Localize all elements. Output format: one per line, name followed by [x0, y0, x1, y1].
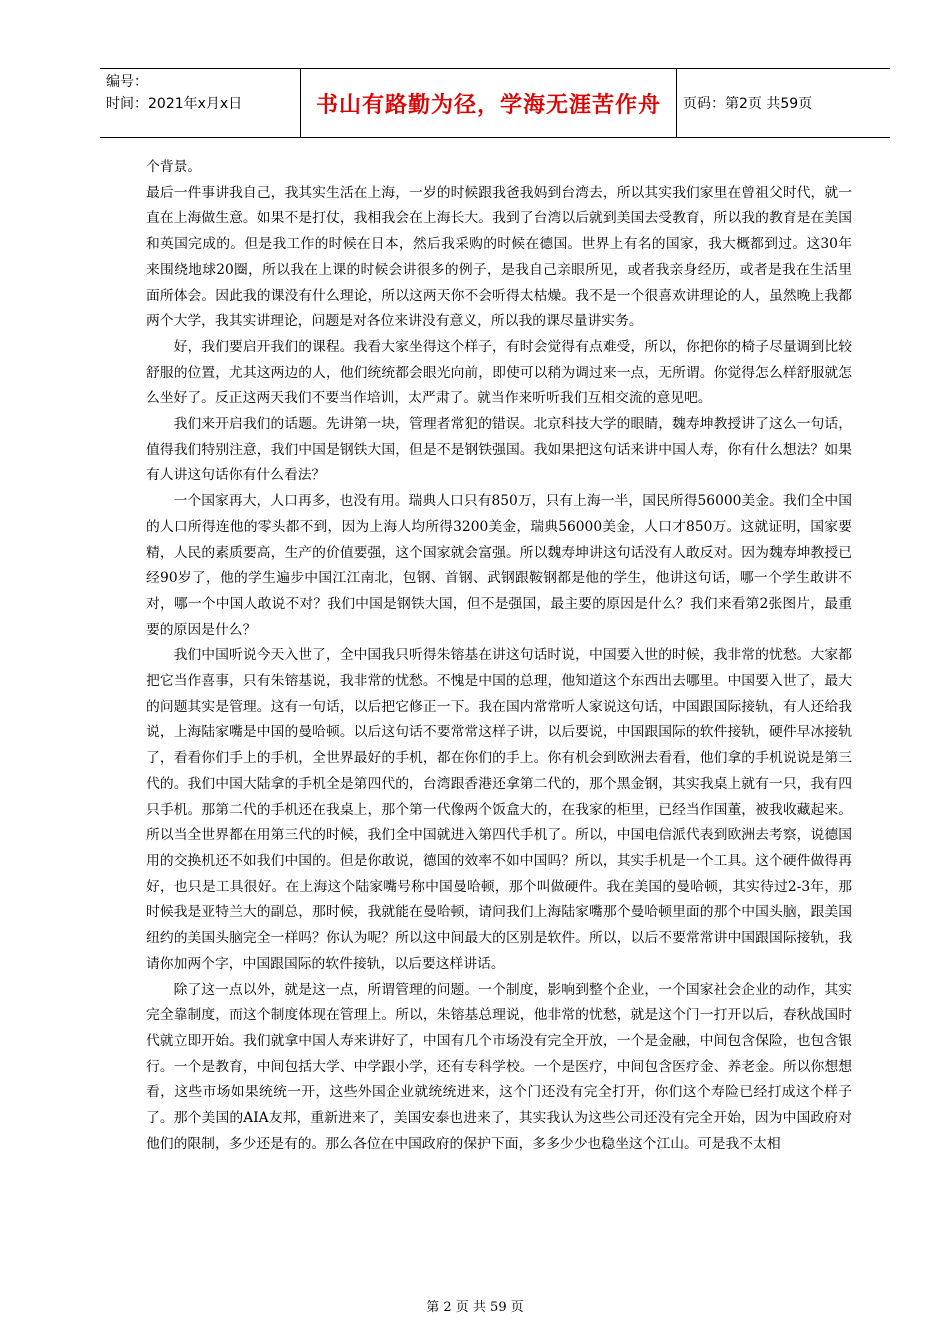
paragraph: 最后一件事讲我自己，我其实生活在上海，一岁的时候跟我爸我妈到台湾去，所以其实我们家里在曾祖父时代，就一直在上海做生意。如果不是打仗，我相我会在上海长大。我到了台湾以后就到美国去受教育，所以我的教育是在美国和英国完成的。但是我工作的时候在日本，然后我采购的时候在德国。世界上有名的国家，我大概都到过。这30年来围绕地球20圈，所以我在上课的时候会讲很多的例子，是我自己亲眼所见，或者我亲身经历，或者是我在生活里面所体会。因此我的课没有什么理论，所以这两天你不会听得太枯燥。我不是一个很喜欢讲理论的人，虽然晚上我都两个大学，我其实讲理论，问题是对各位来讲没有意义，所以我的课尽量讲实务。	[146, 184, 852, 330]
document-body	[146, 155, 852, 1157]
paragraph: 一个国家再大，人口再多，也没有用。瑞典人口只有850万，只有上海一半，国民所得56000美金。我们全中国的人口所得连他的零头都不到，因为上海人均所得3200美金，瑞典56000美金，人口才850万。这就证明，国家要精，人民的素质要高，生产的价值要强，这个国家就会富强。所以魏寿坤讲这句话没有人敢反对。因为魏寿坤教授已经90岁了，他的学生遍步中国江江南北，包钢、首钢、武钢跟鞍钢都是他的学生，他讲这句话，哪一个学生敢讲不对，哪一个中国人敢说不对？我们中国是钢铁大国，但不是强国，最主要的原因是什么？我们来看第2张图片，最重要的原因是什么？	[146, 493, 852, 638]
paragraph: 好，我们要启开我们的课程。我看大家坐得这个样子，有时会觉得有点难受，所以，你把你的椅子尽量调到比较舒服的位置，尤其这两边的人，他们统统都会眼光向前，即使可以稍为调过来一点，无所谓。你觉得怎么样舒服就怎么坐好了。反正这两天我们不要当作培训，太严肃了。就当作来听听我们互相交流的意见吧。	[146, 338, 852, 407]
page-header	[100, 68, 890, 138]
time-label: 时间：2021年x月x日	[106, 96, 243, 112]
paragraph: 个背景。	[146, 159, 202, 175]
number-label: 编号：	[106, 74, 148, 90]
page-footer: 第 2 页 共 59 页	[426, 1300, 524, 1315]
header-motto: 书山有路勤为径，学海无涯苦作舟	[301, 69, 677, 137]
paragraph: 我们来开启我们的话题。先讲第一块，管理者常犯的错误。北京科技大学的眼睛，魏寿坤教授讲了这么一句话，值得我们特别注意，我们中国是钢铁大国，但是不是钢铁强国。我如果把这句话来讲中国人寿，你有什么想法？如果有人讲这句话你有什么看法？	[146, 416, 852, 484]
header-page-info: 页码：第2页 共59页	[683, 96, 813, 112]
paragraph: 除了这一点以外，就是这一点，所谓管理的问题。一个制度，影响到整个企业，一个国家社会企业的动作，其实完全靠制度，而这个制度体现在管理上。所以，朱镕基总理说，他非常的忧愁，就是这个门一打开以后，春秋战国时代就立即开始。我们就拿中国人寿来讲好了，中国有几个市场没有完全开放，一个是金融，中间包含保险，也包含银行。一个是教育，中间包括大学、中学跟小学，还有专科学校。一个是医疗，中间包含医疗金、养老金。所以你想想看，这些市场如果统统一开，这些外国企业就统统进来，这个门还没有完全打开，你们这个寿险已经打成这个样子了。那个美国的AIA友邦，重新进来了，美国安泰也进来了，其实我认为这些公司还没有完全开始，因为中国政府对他们的限制，多少还是有的。那么各位在中国政府的保护下面，多多少少也稳坐这个江山。可是我不太相	[146, 981, 852, 1152]
header-meta	[100, 69, 301, 137]
paragraph: 我们中国听说今天入世了，全中国我只听得朱镕基在讲这句话时说，中国要入世的时候，我非常的忧愁。大家都把它当作喜事，只有朱镕基说，我非常的忧愁。不愧是中国的总理，他知道这个东西出去哪里。中国要入世了，最大的问题其实是管理。这有一句话，以后把它修正一下。我在国内常常听人家说这句话，中国跟国际接轨，有人还给我说，上海陆家嘴是中国的曼哈顿。以后这句话不要常常这样子讲，以后要说，中国跟国际的软件接轨，硬件早冰接轨了，看看你们手上的手机，全世界最好的手机，都在你们的手上。你有机会到欧洲去看看，他们拿的手机说说是第三代的。我们中国大陆拿的手机全是第四代的，台湾跟香港还拿第二代的，那个黑金钢，其实我桌上就有一只，我有四只手机。那第二代的手机还在我桌上，那个第一代像两个饭盒大的，在我家的柜里，已经当作国董，被我收藏起来。所以当全世界都在用第三代的时候，我们全中国就进入第四代手机了。所以，中国电信派代表到欧洲去考察，说德国用的交换机还不如我们中国的。但是你敢说，德国的效率不如中国吗？所以，其实手机是一个工具。这个硬件做得再好，也只是工具很好。在上海这个陆家嘴号称中国曼哈顿，那个叫做硬件。我在美国的曼哈顿，其实待过2-3年，那时候我是亚特兰大的副总，那时候，我就能在曼哈顿，请问我们上海陆家嘴那个曼哈顿里面的那个中国头脑，跟美国纽约的美国头脑完全一样吗？你认为呢？所以这中间最大的区别是软件。所以，以后不要常常讲中国跟国际接轨，我请你加两个字，中国跟国际的软件接轨，以后要这样讲话。	[146, 647, 852, 972]
